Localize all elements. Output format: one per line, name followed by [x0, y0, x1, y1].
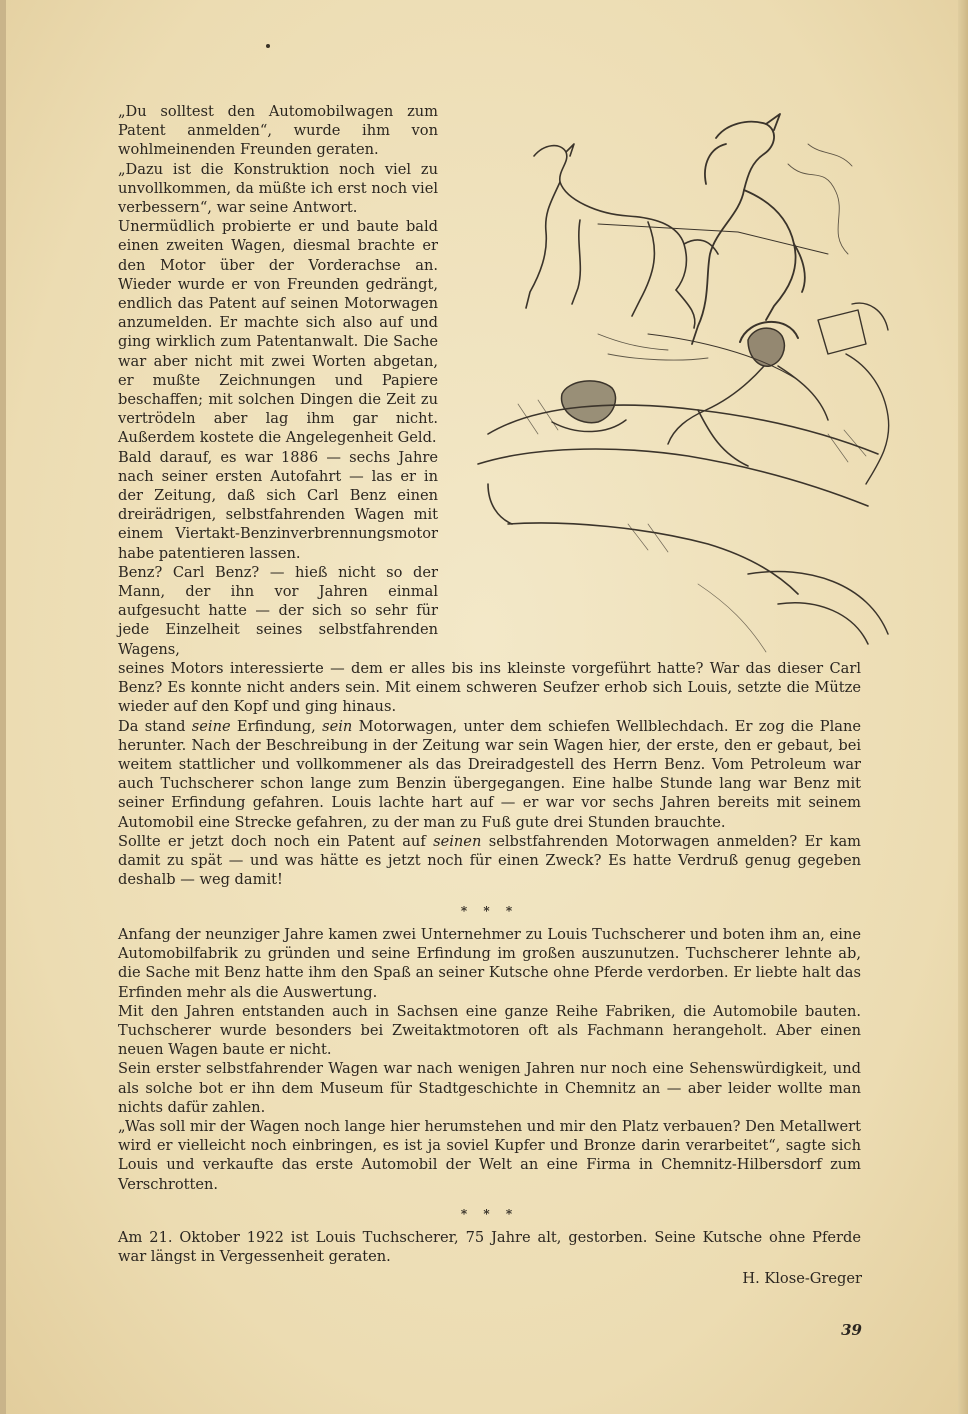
passenger-gentleman-icon — [818, 303, 889, 484]
text-run: Sollte er jetzt doch noch ein Patent auf — [118, 832, 434, 850]
page-edge-right — [958, 0, 968, 1414]
section-separator: * * * — [460, 1207, 519, 1221]
paragraph — [118, 717, 861, 832]
wheel-icon — [748, 572, 888, 645]
emphasis: seinen — [433, 832, 482, 850]
paragraph: „Du solltest den Automobilwagen zum Patent anmelden“, wurde ihm von wohlmeinenden Freunden geraten. — [118, 103, 438, 159]
paragraph: Sein erster selbstfahrender Wagen war nach wenigen Jahren nur noch eine Sehenswürdigkeit, und als solche bot er ihn dem Museum für Stadtgeschichte in Chemnitz an — aber leider wollte man nichts dafür zahlen. — [118, 1060, 861, 1116]
horse-right-icon — [692, 114, 805, 344]
page-number: 39 — [841, 1321, 862, 1339]
sketch-horses-and-carriage-illustration — [448, 104, 918, 656]
horse-left-icon — [526, 144, 718, 328]
paragraph: Mit den Jahren entstanden auch in Sachsen eine ganze Reihe Fabriken, die Automobile bauten. Tuchscherer wurde besonders bei Zweitaktmotoren oft als Fachmann herangeholt. Aber einen neuen Wagen baute er nicht. — [118, 1002, 861, 1059]
section-separator: * * * — [460, 904, 519, 918]
emphasis: seine — [191, 717, 231, 735]
paragraph: „Dazu ist die Konstruktion noch viel zu unvollkommen, da müßte ich erst noch viel verbessern“, war seine Antwort. — [118, 160, 438, 217]
continuation-text — [118, 659, 861, 889]
paragraph: Am 21. Oktober 1922 ist Louis Tuchscherer, 75 Jahre alt, gestorben. Seine Kutsche ohne Pferde war längst in Vergessenheit geraten. — [118, 1229, 861, 1266]
paragraph: Anfang der neunziger Jahre kamen zwei Unternehmer zu Louis Tuchscherer und boten ihm an, eine Automobilfabrik zu gründen und seine Erfindung im großen auszunutzen. Tuchscherer lehnte ab, die Sache mit Benz hatte ihm den Spaß an seiner Kutsche ohne Pferde verdorben. Er liebte halt das Erfinden mehr als die Auswertung. — [118, 926, 861, 1001]
text-run: selbstfahrenden Motorwagen anmelden? Er kam damit zu spät — und was hätte es jetzt noch für einen Zweck? Es hatte Verdruß genug gegeben deshalb — weg damit! — [118, 832, 861, 889]
paragraph: Benz? Carl Benz? — hieß nicht so der Mann, der ihn vor Jahren einmal aufgesucht hatte — der sich so sehr für jede Einzelheit seines selbstfahrenden Wagens, — [118, 563, 438, 658]
text-run: Erfindung, — [230, 717, 323, 735]
paragraph — [118, 832, 861, 890]
emphasis: sein — [322, 717, 353, 735]
paragraph: seines Motors interessierte — dem er alles bis ins kleinste vorgeführt hatte? War das dieser Carl Benz? Es konnte nicht anders sein. Mit einem schweren Seufzer erhob sich Louis, setzte die Mütze wieder auf den Kopf und ging hinaus. — [118, 660, 861, 716]
section-two-text — [118, 925, 861, 1194]
text-run: Da stand — [118, 717, 192, 735]
page-edge-left — [0, 0, 6, 1414]
section-three-text — [118, 1228, 861, 1266]
print-speck — [266, 44, 270, 48]
passenger-lady-icon — [668, 322, 828, 444]
paragraph: „Was soll mir der Wagen noch lange hier herumstehen und mir den Platz verbauen? Den Metallwert wird er vielleicht noch einbringen, es ist ja soviel Kupfer und Bronze darin verarbeitet“, sagte sich Louis und verkaufte das erste Automobil der Welt an eine Firma in Chemnitz-Hilbersdorf zum Verschrotten. — [118, 1118, 861, 1193]
left-column-text — [118, 102, 438, 659]
paragraph: Unermüdlich probierte er und baute bald einen zweiten Wagen, diesmal brachte er den Motor über der Vorderachse an. Wieder wurde er von Freunden gedrängt, endlich das Patent auf seinen Motorwagen anzumelden. Er machte sich also auf und ging wirklich zum Patentanwalt. Die Sache war aber nicht mit zwei Worten abgetan, er mußte Zeichnungen und Papiere beschaffen; mit solchen Dingen die Zeit zu vertrödeln aber lag ihm gar nicht. Außerdem kostete die Angelegenheit Geld. — [118, 218, 438, 447]
author-signature: H. Klose-Greger — [742, 1270, 862, 1287]
text-run: Motorwagen, unter dem schiefen Wellblechdach. Er zog die Plane herunter. Nach der Beschreibung in der Zeitung war sein Wagen hier, der erste, den er gebaut, bei weitem stattlicher und vollkommener als das Dreiradgestell des Herrn Benz. Vom Petroleum war auch Tuchscherer schon lange zum Benzin übergegangen. Eine halbe Stunde lang war Benz mit seiner Erfindung gefahren. Louis lachte hart auf — er war vor sechs Jahren bereits mit seinem Automobil eine Strecke gefahren, zu der man zu Fuß gute drei Stunden brauchte. — [118, 717, 862, 831]
paragraph: Bald darauf, es war 1886 — sechs Jahre nach seiner ersten Autofahrt — las er in der Zeitung, daß sich Carl Benz einen dreirädrigen, selbstfahrenden Wagen mit einem Viertakt-Benzinverbrennungsmotor habe patentieren lassen. — [118, 448, 438, 562]
